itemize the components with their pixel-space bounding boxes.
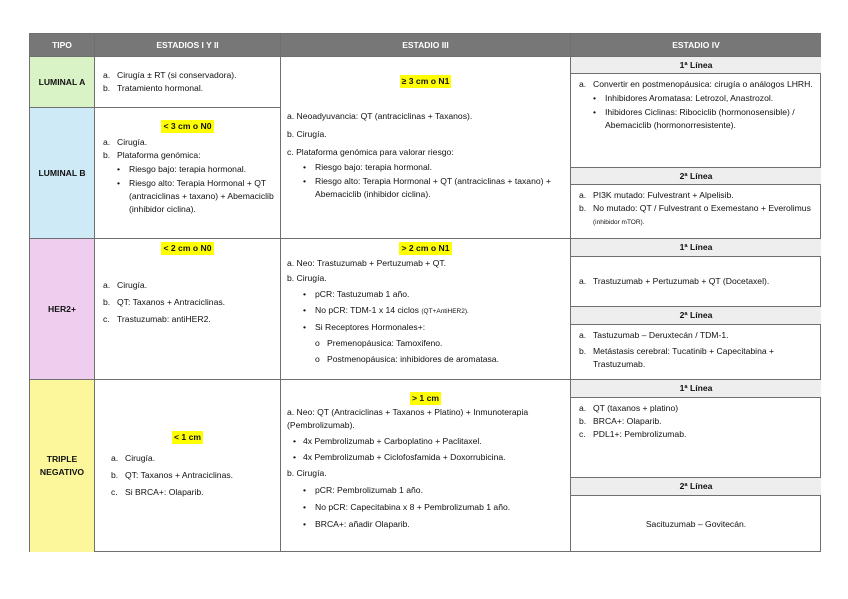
luminal-b-size-badge: < 3 cm o N0 — [163, 121, 212, 131]
her2-stage-1-2: < 2 cm o N0 a. Cirugía. b. QT: Taxanos + Antraciclinas. c. Trastuzumab: antiHER2. — [95, 239, 281, 380]
luminal-s4-line2-header: 2ª Línea — [571, 168, 821, 185]
header-estadio-3: ESTADIO III — [281, 34, 571, 57]
triple-s3-size-badge: > 1 cm — [412, 393, 439, 403]
her2-s4-line2-header: 2ª Línea — [571, 307, 821, 325]
luminal-s4-line2: a. PI3K mutado: Fulvestrant + Alpelisib. b. No mutado: QT / Fulvestrant o Exemestano + Everolimus (inhibidor mTOR). — [571, 185, 821, 239]
her2-s4-line2: a. Tastuzumab – Deruxtecán / TDM-1. b. Metástasis cerebral: Tucatinib + Capecitabina + Trastuzumab. — [571, 325, 821, 380]
her2-s4-line1: a. Trastuzumab + Pertuzumab + QT (Docetaxel). — [571, 257, 821, 307]
triple-s12-size-badge: < 1 cm — [174, 432, 201, 442]
row-label-luminal-b: LUMINAL B — [30, 108, 95, 239]
her2-s12-size-badge: < 2 cm o N0 — [163, 243, 212, 253]
treatment-table — [29, 33, 821, 552]
luminal-a-stage-1-2: a. Cirugía ± RT (si conservadora). b. Tratamiento hormonal. — [95, 57, 281, 108]
triple-stage-1-2: < 1 cm a. Cirugía. b. QT: Taxanos + Antraciclinas. c. Si BRCA+: Olaparib. — [95, 380, 281, 552]
triple-s4-line2: Sacituzumab – Govitecán. — [645, 518, 747, 529]
triple-s4-line1-header: 1ª Línea — [571, 380, 821, 398]
triple-stage-3: > 1 cm a. Neo: QT (Antraciclinas + Taxanos + Platino) + Inmunoterapia (Pembrolizumab). • 4x Pembrolizumab + Carboplatino + Paclitaxel. • 4x Pembrolizumab + Ciclofosfamida + Doxorrubicina. b. Cirugía. • pCR: Pembrolizumab 1 año. • No pCR: Capecitabina x 8 + Pembrolizumab 1 año. • BRCA+: añadir Olaparib. — [281, 380, 571, 552]
header-estadio-4: ESTADIO IV — [571, 34, 821, 57]
row-label-her2: HER2+ — [30, 239, 95, 380]
header-tipo: TIPO — [30, 34, 95, 57]
luminal-s3-size-badge: ≥ 3 cm o N1 — [401, 76, 450, 86]
her2-stage-3: > 2 cm o N1 a. Neo: Trastuzumab + Pertuzumab + QT. b. Cirugía. • pCR: Tastuzumab 1 año. • No pCR: TDM-1 x 14 ciclos (QT+AntiHER2). • Si Receptores Hormonales+: o Premenopáusica: Tamoxifeno. o Postmenopáusica: inhibidores de aromatasa. — [281, 239, 571, 380]
luminal-stage-3: ≥ 3 cm o N1 a. Neoadyuvancia: QT (antraciclinas + Taxanos). b. Cirugía. c. Plataforma genómica para valorar riesgo: • Riesgo bajo: terapia hormonal. • Riesgo alto: Terapia Hormonal + QT (antraciclinas + taxano) + Abemaciclib (inhibidor ciclina). — [281, 57, 571, 239]
luminal-s4-line1: a. Convertir en postmenopáusica: cirugía o análogos LHRH. • Inhibidores Aromatasa: Letrozol, Anastrozol. • Ihibidores Ciclinas: Ribociclib (hormonosensible) / Abemaciclib (hormonorresistente). — [571, 74, 821, 168]
row-label-luminal-a: LUMINAL A — [30, 57, 95, 108]
her2-s3-size-badge: > 2 cm o N1 — [401, 243, 450, 253]
row-label-triple-negativo: TRIPLE NEGATIVO — [30, 380, 95, 552]
triple-s4-line2-header: 2ª Línea — [571, 478, 821, 496]
luminal-b-stage-1-2: < 3 cm o N0 a. Cirugía. b. Plataforma genómica: • Riesgo bajo: terapia hormonal. • Riesgo alto: Terapia Hormonal + QT (antraciclinas + taxano) + Abemaciclib (inhibidor ciclina). — [95, 108, 281, 239]
triple-s4-line1: a. QT (taxanos + platino) b. BRCA+: Olaparib. c. PDL1+: Pembrolizumab. — [571, 398, 821, 478]
her2-s4-line1-header: 1ª Línea — [571, 239, 821, 257]
header-estadios-1-2: ESTADIOS I Y II — [95, 34, 281, 57]
luminal-s4-line1-header: 1ª Línea — [571, 57, 821, 74]
